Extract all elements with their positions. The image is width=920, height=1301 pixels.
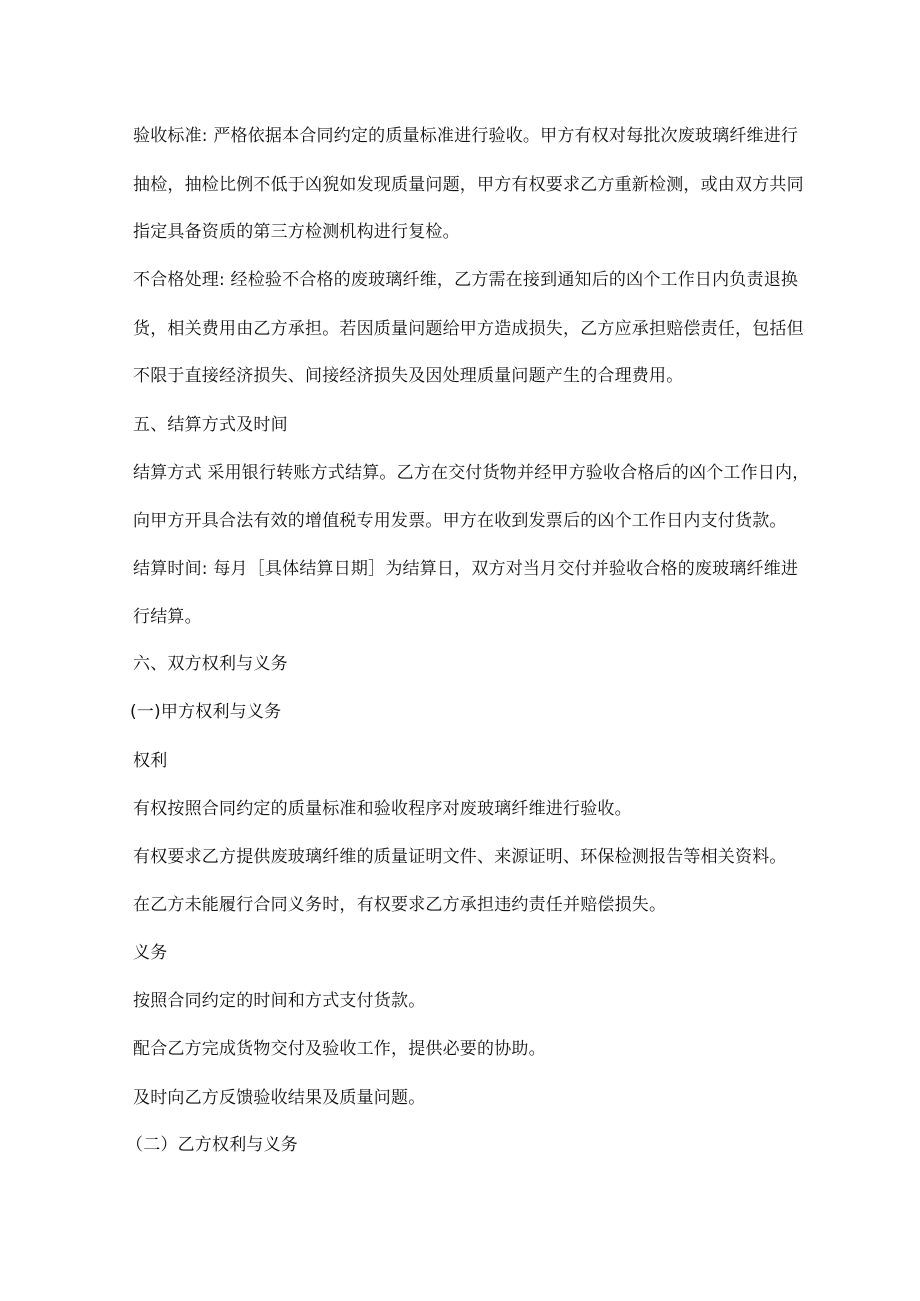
party-a-right-3: 在乙方未能履行合同义务时，有权要求乙方承担违约责任并赔偿损失。: [133, 895, 667, 915]
party-a-right-2: 有权要求乙方提供废玻璃纤维的质量证明文件、来源证明、环保检测报告等相关资料。: [133, 847, 787, 867]
party-a-obligation-3: 及时向乙方反馈验收结果及质量问题。: [133, 1088, 426, 1108]
party-a-right-1: 有权按照合同约定的质量标准和验收程序对废玻璃纤维进行验收。: [133, 799, 632, 819]
settlement-method-line-2: 向甲方开具合法有效的增值税专用发票。甲方在收到发票后的凶个工作日内支付货款。: [133, 511, 787, 531]
settlement-time-line-2: 行结算。: [133, 607, 202, 627]
section-six-heading: 六、双方权利与义务: [133, 654, 288, 674]
section-five-heading: 五、结算方式及时间: [133, 415, 288, 435]
party-a-obligation-1: 按照合同约定的时间和方式支付货款。: [133, 991, 426, 1011]
settlement-method-line-1: 结算方式 采用银行转账方式结算。乙方在交付货物并经甲方验收合格后的凶个工作日内，: [133, 463, 810, 483]
acceptance-standard-line-2: 抽检，抽检比例不低于凶猊如发现质量问题，甲方有权要求乙方重新检测，或由双方共同: [133, 175, 804, 195]
party-a-heading: (一)甲方权利与义务: [130, 702, 282, 722]
acceptance-standard-line-3: 指定具备资质的第三方检测机构进行复检。: [133, 222, 460, 242]
party-a-obligations-heading: 义务: [133, 943, 168, 963]
party-a-rights-heading: 权利: [133, 751, 168, 771]
party-b-heading: （二）乙方权利与义务: [126, 1135, 298, 1155]
settlement-time-line-1: 结算时间: 每月［具体结算日期］为结算日，双方对当月交付并验收合格的废玻璃纤维进: [133, 559, 799, 579]
nonconformity-line-1: 不合格处理: 经检验不合格的废玻璃纤维，乙方需在接到通知后的凶个工作日内负责退换: [133, 270, 799, 290]
party-a-obligation-2: 配合乙方完成货物交付及验收工作，提供必要的协助。: [133, 1039, 546, 1059]
nonconformity-line-3: 不限于直接经济损失、间接经济损失及因处理质量问题产生的合理费用。: [133, 366, 684, 386]
nonconformity-line-2: 货，相关费用由乙方承担。若因质量问题给甲方造成损失，乙方应承担赔偿责任，包括但: [133, 319, 804, 339]
acceptance-standard-line-1: 验收标准: 严格依据本合同约定的质量标准进行验收。甲方有权对每批次废玻璃纤维进行: [133, 126, 799, 146]
